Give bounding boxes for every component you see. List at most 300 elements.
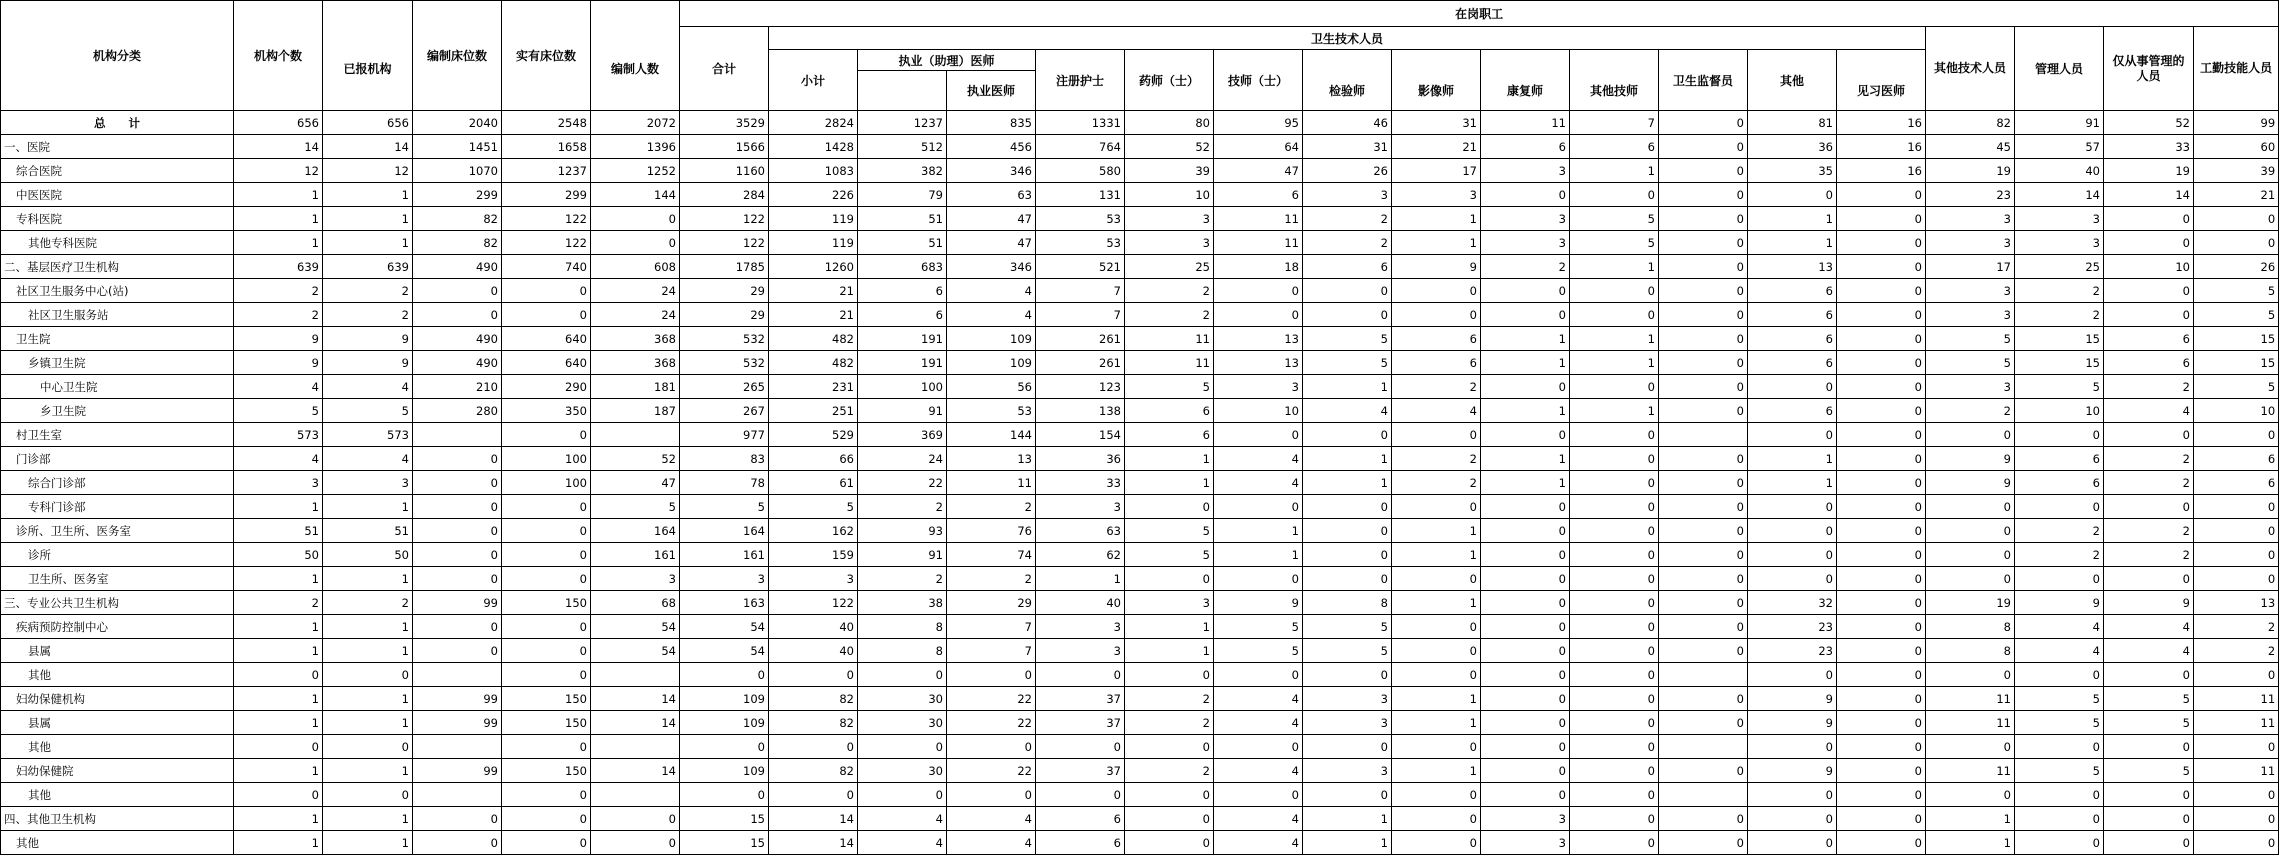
table-cell: 0 xyxy=(1837,639,1926,663)
table-cell: 82 xyxy=(413,231,502,255)
header-intern: 见习医师 xyxy=(1837,71,1926,111)
table-cell: 0 xyxy=(1570,687,1659,711)
row-category: 综合医院 xyxy=(1,159,234,183)
table-cell: 31 xyxy=(1303,135,1392,159)
table-cell: 30 xyxy=(858,711,947,735)
table-cell: 13 xyxy=(2194,591,2279,615)
table-cell: 39 xyxy=(1125,159,1214,183)
table-cell: 0 xyxy=(1659,543,1748,567)
table-cell: 3 xyxy=(1303,183,1392,207)
table-cell: 5 xyxy=(2194,279,2279,303)
table-cell: 144 xyxy=(591,183,680,207)
table-cell: 100 xyxy=(502,471,591,495)
table-cell: 37 xyxy=(1036,759,1125,783)
table-cell: 1 xyxy=(1392,687,1481,711)
table-cell: 3 xyxy=(1303,711,1392,735)
table-cell: 0 xyxy=(1570,375,1659,399)
table-cell: 764 xyxy=(1036,135,1125,159)
table-cell: 0 xyxy=(1837,399,1926,423)
table-cell: 1 xyxy=(323,183,413,207)
table-cell: 1 xyxy=(1481,351,1570,375)
table-cell xyxy=(413,783,502,807)
table-row xyxy=(1,399,2279,423)
table-cell: 0 xyxy=(1036,735,1125,759)
table-cell: 51 xyxy=(858,207,947,231)
table-cell: 31 xyxy=(1392,111,1481,135)
table-cell: 122 xyxy=(769,591,858,615)
table-cell: 22 xyxy=(858,471,947,495)
header-inst-count: 机构个数 xyxy=(234,1,323,111)
header-reported: 已报机构 xyxy=(323,27,413,111)
table-cell: 740 xyxy=(502,255,591,279)
table-cell: 7 xyxy=(1036,303,1125,327)
table-cell: 0 xyxy=(502,543,591,567)
table-cell: 2 xyxy=(1392,447,1481,471)
table-cell xyxy=(1659,783,1748,807)
row-category: 妇幼保健院 xyxy=(1,759,234,783)
row-category: 乡镇卫生院 xyxy=(1,351,234,375)
table-cell: 0 xyxy=(1570,423,1659,447)
table-cell: 0 xyxy=(1837,591,1926,615)
table-cell: 22 xyxy=(947,711,1036,735)
table-cell: 164 xyxy=(591,519,680,543)
table-cell: 0 xyxy=(2104,495,2194,519)
row-category: 其他专科医院 xyxy=(1,231,234,255)
table-cell: 0 xyxy=(2194,663,2279,687)
table-cell: 51 xyxy=(234,519,323,543)
table-cell: 0 xyxy=(502,735,591,759)
table-cell: 74 xyxy=(947,543,1036,567)
header-planned-staff: 编制人数 xyxy=(591,27,680,111)
table-cell: 76 xyxy=(947,519,1036,543)
table-cell: 1 xyxy=(234,711,323,735)
table-cell: 0 xyxy=(1125,495,1214,519)
table-cell: 1 xyxy=(1303,807,1392,831)
table-cell: 0 xyxy=(2104,231,2194,255)
table-cell: 6 xyxy=(1748,279,1837,303)
table-cell: 0 xyxy=(2194,783,2279,807)
table-cell: 1 xyxy=(1303,471,1392,495)
table-cell: 0 xyxy=(1481,303,1570,327)
table-cell: 0 xyxy=(1659,399,1748,423)
table-cell: 18 xyxy=(1214,255,1303,279)
table-cell: 1331 xyxy=(1036,111,1125,135)
table-cell: 19 xyxy=(2104,159,2194,183)
table-cell: 14 xyxy=(769,831,858,855)
table-cell: 33 xyxy=(2104,135,2194,159)
table-cell: 0 xyxy=(323,783,413,807)
table-cell: 5 xyxy=(1570,207,1659,231)
table-cell: 14 xyxy=(591,687,680,711)
table-cell: 1083 xyxy=(769,159,858,183)
table-cell: 99 xyxy=(413,687,502,711)
table-cell: 1 xyxy=(1926,807,2015,831)
row-category: 其他 xyxy=(1,663,234,687)
table-row xyxy=(1,687,2279,711)
table-cell xyxy=(1659,735,1748,759)
table-cell: 639 xyxy=(234,255,323,279)
table-cell: 1070 xyxy=(413,159,502,183)
table-cell: 3 xyxy=(2015,207,2104,231)
table-cell: 490 xyxy=(413,255,502,279)
table-cell: 0 xyxy=(2194,207,2279,231)
row-category: 其他 xyxy=(1,783,234,807)
table-cell: 63 xyxy=(1036,519,1125,543)
table-cell: 9 xyxy=(2104,591,2194,615)
table-cell: 5 xyxy=(1303,351,1392,375)
row-category: 县属 xyxy=(1,711,234,735)
table-cell: 15 xyxy=(2194,327,2279,351)
table-cell: 4 xyxy=(947,303,1036,327)
table-cell: 1160 xyxy=(680,159,769,183)
table-cell: 2 xyxy=(1481,255,1570,279)
table-cell: 0 xyxy=(1392,495,1481,519)
table-cell: 0 xyxy=(1570,591,1659,615)
table-cell: 38 xyxy=(858,591,947,615)
table-cell: 0 xyxy=(502,279,591,303)
table-cell: 2 xyxy=(2194,639,2279,663)
table-cell: 1 xyxy=(323,759,413,783)
table-cell: 0 xyxy=(2015,831,2104,855)
table-cell: 0 xyxy=(1748,543,1837,567)
table-cell: 2 xyxy=(858,567,947,591)
table-cell: 369 xyxy=(858,423,947,447)
table-cell: 0 xyxy=(1036,783,1125,807)
table-cell xyxy=(1659,423,1748,447)
table-cell: 16 xyxy=(1837,111,1926,135)
header-blank xyxy=(323,1,413,27)
table-cell: 0 xyxy=(502,783,591,807)
table-cell: 5 xyxy=(1570,231,1659,255)
table-cell: 19 xyxy=(1926,159,2015,183)
table-cell: 63 xyxy=(947,183,1036,207)
table-cell: 0 xyxy=(1214,735,1303,759)
table-cell: 0 xyxy=(1481,639,1570,663)
table-cell: 4 xyxy=(2104,615,2194,639)
table-cell: 0 xyxy=(1125,831,1214,855)
table-cell: 25 xyxy=(2015,255,2104,279)
table-cell: 0 xyxy=(1481,687,1570,711)
table-cell: 0 xyxy=(1570,543,1659,567)
table-cell: 0 xyxy=(1926,567,2015,591)
table-cell: 12 xyxy=(234,159,323,183)
table-cell: 14 xyxy=(591,711,680,735)
table-cell: 9 xyxy=(323,351,413,375)
table-cell: 0 xyxy=(947,663,1036,687)
table-cell: 7 xyxy=(947,639,1036,663)
table-cell: 299 xyxy=(413,183,502,207)
header-on-duty: 在岗职工 xyxy=(680,1,2279,27)
table-cell: 109 xyxy=(680,687,769,711)
table-row xyxy=(1,495,2279,519)
table-cell: 3 xyxy=(1036,495,1125,519)
table-cell: 6 xyxy=(1125,399,1214,423)
table-cell: 0 xyxy=(2104,663,2194,687)
table-cell: 0 xyxy=(1837,783,1926,807)
table-cell: 0 xyxy=(1926,519,2015,543)
table-cell: 0 xyxy=(1748,567,1837,591)
table-cell: 0 xyxy=(2194,807,2279,831)
table-cell: 4 xyxy=(947,279,1036,303)
table-row xyxy=(1,207,2279,231)
table-cell: 1 xyxy=(1748,471,1837,495)
table-row xyxy=(1,423,2279,447)
table-cell: 1 xyxy=(1926,831,2015,855)
table-cell: 62 xyxy=(1036,543,1125,567)
table-cell: 47 xyxy=(1214,159,1303,183)
table-cell: 39 xyxy=(2194,159,2279,183)
header-admin: 管理人员 xyxy=(2015,27,2104,111)
table-cell: 23 xyxy=(1926,183,2015,207)
table-cell: 521 xyxy=(1036,255,1125,279)
table-cell: 15 xyxy=(2015,351,2104,375)
table-cell: 78 xyxy=(680,471,769,495)
table-cell: 0 xyxy=(1659,111,1748,135)
table-cell: 0 xyxy=(502,519,591,543)
table-cell: 2 xyxy=(947,567,1036,591)
table-cell: 0 xyxy=(1837,543,1926,567)
table-cell: 0 xyxy=(1481,495,1570,519)
table-cell: 21 xyxy=(769,303,858,327)
table-cell: 150 xyxy=(502,591,591,615)
table-cell: 54 xyxy=(591,639,680,663)
table-cell: 26 xyxy=(2194,255,2279,279)
table-cell: 2 xyxy=(947,495,1036,519)
table-cell: 0 xyxy=(1214,279,1303,303)
table-cell: 0 xyxy=(502,567,591,591)
table-cell: 0 xyxy=(502,639,591,663)
table-cell: 0 xyxy=(1659,831,1748,855)
table-cell: 119 xyxy=(769,231,858,255)
table-cell: 1 xyxy=(234,759,323,783)
table-cell: 6 xyxy=(2104,327,2194,351)
table-cell: 1 xyxy=(1125,471,1214,495)
table-cell: 51 xyxy=(858,231,947,255)
row-category: 诊所 xyxy=(1,543,234,567)
table-cell: 0 xyxy=(1748,807,1837,831)
table-cell: 4 xyxy=(2015,639,2104,663)
table-cell: 14 xyxy=(769,807,858,831)
table-cell: 346 xyxy=(947,255,1036,279)
table-cell: 0 xyxy=(1837,687,1926,711)
table-cell: 3 xyxy=(1481,207,1570,231)
table-cell: 608 xyxy=(591,255,680,279)
table-cell: 13 xyxy=(1214,327,1303,351)
table-cell: 0 xyxy=(1659,159,1748,183)
table-cell: 1 xyxy=(1392,207,1481,231)
table-cell: 0 xyxy=(947,735,1036,759)
table-cell: 0 xyxy=(413,831,502,855)
table-cell: 0 xyxy=(591,831,680,855)
table-cell: 5 xyxy=(591,495,680,519)
table-cell: 53 xyxy=(1036,207,1125,231)
table-cell: 6 xyxy=(1748,399,1837,423)
table-cell: 0 xyxy=(1837,255,1926,279)
table-cell: 0 xyxy=(1392,615,1481,639)
table-cell: 3 xyxy=(1036,615,1125,639)
table-cell: 1396 xyxy=(591,135,680,159)
table-cell: 0 xyxy=(1837,183,1926,207)
table-cell: 3529 xyxy=(680,111,769,135)
table-cell: 0 xyxy=(2104,279,2194,303)
table-cell: 0 xyxy=(2104,783,2194,807)
table-cell: 11 xyxy=(1125,351,1214,375)
table-cell: 0 xyxy=(1303,495,1392,519)
table-cell: 0 xyxy=(1570,495,1659,519)
table-cell: 2 xyxy=(1125,711,1214,735)
table-cell: 1 xyxy=(323,495,413,519)
table-cell: 10 xyxy=(2104,255,2194,279)
table-cell: 2 xyxy=(234,303,323,327)
table-cell: 2 xyxy=(2104,375,2194,399)
table-cell: 2 xyxy=(1303,231,1392,255)
table-cell: 3 xyxy=(1125,207,1214,231)
header-technician: 技师（士） xyxy=(1214,50,1303,111)
table-cell: 19 xyxy=(1926,591,2015,615)
table-cell: 82 xyxy=(769,711,858,735)
table-cell: 0 xyxy=(1837,711,1926,735)
table-cell: 0 xyxy=(2194,567,2279,591)
table-cell: 191 xyxy=(858,351,947,375)
table-cell: 5 xyxy=(1303,327,1392,351)
table-cell: 3 xyxy=(591,567,680,591)
row-category: 门诊部 xyxy=(1,447,234,471)
row-category: 社区卫生服务中心(站) xyxy=(1,279,234,303)
table-cell: 0 xyxy=(1837,807,1926,831)
table-cell: 53 xyxy=(947,399,1036,423)
table-cell: 68 xyxy=(591,591,680,615)
table-cell: 0 xyxy=(1570,447,1659,471)
table-cell: 0 xyxy=(1659,135,1748,159)
table-cell: 13 xyxy=(1748,255,1837,279)
table-cell: 33 xyxy=(1036,471,1125,495)
table-cell: 29 xyxy=(680,279,769,303)
table-cell: 5 xyxy=(2194,303,2279,327)
table-cell: 0 xyxy=(2104,735,2194,759)
table-cell: 2 xyxy=(2104,543,2194,567)
table-cell: 0 xyxy=(1837,567,1926,591)
table-cell: 2824 xyxy=(769,111,858,135)
table-cell: 119 xyxy=(769,207,858,231)
table-cell: 159 xyxy=(769,543,858,567)
table-cell: 6 xyxy=(1748,327,1837,351)
table-cell: 4 xyxy=(2104,399,2194,423)
table-cell: 35 xyxy=(1748,159,1837,183)
table-cell: 2 xyxy=(1392,471,1481,495)
table-cell: 3 xyxy=(1125,591,1214,615)
table-cell: 0 xyxy=(1837,351,1926,375)
table-cell: 0 xyxy=(1926,783,2015,807)
table-cell: 11 xyxy=(1125,327,1214,351)
table-cell: 0 xyxy=(2104,423,2194,447)
table-cell: 0 xyxy=(1748,375,1837,399)
table-row xyxy=(1,663,2279,687)
table-cell: 99 xyxy=(413,711,502,735)
table-cell: 0 xyxy=(1748,423,1837,447)
table-cell xyxy=(591,735,680,759)
table-cell: 6 xyxy=(1570,135,1659,159)
table-cell: 109 xyxy=(947,327,1036,351)
table-cell: 1 xyxy=(234,639,323,663)
table-cell: 0 xyxy=(2104,303,2194,327)
table-cell: 9 xyxy=(1392,255,1481,279)
row-category: 其他 xyxy=(1,735,234,759)
table-cell: 0 xyxy=(413,567,502,591)
table-cell: 2 xyxy=(2104,519,2194,543)
header-other: 其他 xyxy=(1748,50,1837,111)
table-cell: 0 xyxy=(1837,303,1926,327)
table-cell: 3 xyxy=(1481,831,1570,855)
table-cell: 109 xyxy=(680,759,769,783)
table-cell: 290 xyxy=(502,375,591,399)
table-row xyxy=(1,735,2279,759)
table-cell: 0 xyxy=(1392,783,1481,807)
table-cell: 99 xyxy=(2194,111,2279,135)
header-doctor: 执业（助理）医师 xyxy=(858,50,1036,71)
table-cell: 162 xyxy=(769,519,858,543)
table-cell: 11 xyxy=(1926,759,2015,783)
table-cell: 210 xyxy=(413,375,502,399)
table-cell: 0 xyxy=(502,807,591,831)
table-cell: 1 xyxy=(1125,639,1214,663)
table-cell: 6 xyxy=(2194,471,2279,495)
table-cell: 4 xyxy=(858,807,947,831)
table-cell: 6 xyxy=(1036,831,1125,855)
table-cell: 0 xyxy=(1303,735,1392,759)
table-cell: 0 xyxy=(591,207,680,231)
table-row xyxy=(1,639,2279,663)
table-cell: 82 xyxy=(769,759,858,783)
table-row xyxy=(1,807,2279,831)
table-cell: 5 xyxy=(769,495,858,519)
table-cell: 14 xyxy=(591,759,680,783)
table-cell: 3 xyxy=(1303,687,1392,711)
table-cell: 53 xyxy=(1036,231,1125,255)
table-cell xyxy=(591,423,680,447)
table-cell: 0 xyxy=(1837,279,1926,303)
table-cell: 0 xyxy=(1303,519,1392,543)
table-cell: 9 xyxy=(1214,591,1303,615)
table-cell: 0 xyxy=(1392,831,1481,855)
table-row xyxy=(1,615,2279,639)
table-cell: 5 xyxy=(1926,351,2015,375)
table-cell: 0 xyxy=(1570,519,1659,543)
table-cell: 122 xyxy=(502,231,591,255)
table-cell: 181 xyxy=(591,375,680,399)
table-cell: 1 xyxy=(1392,543,1481,567)
table-cell: 0 xyxy=(1570,663,1659,687)
table-cell: 109 xyxy=(947,351,1036,375)
table-cell: 4 xyxy=(947,831,1036,855)
header-subtotal: 小计 xyxy=(769,50,858,111)
table-cell: 0 xyxy=(1659,447,1748,471)
table-cell: 0 xyxy=(1659,807,1748,831)
table-cell: 1 xyxy=(1570,255,1659,279)
row-category: 一、医院 xyxy=(1,135,234,159)
table-cell: 3 xyxy=(323,471,413,495)
table-cell: 368 xyxy=(591,327,680,351)
table-cell: 2 xyxy=(2015,303,2104,327)
table-cell: 656 xyxy=(323,111,413,135)
table-cell: 1 xyxy=(234,231,323,255)
table-cell: 15 xyxy=(2015,327,2104,351)
table-cell xyxy=(413,735,502,759)
table-cell: 0 xyxy=(1926,663,2015,687)
table-cell xyxy=(413,423,502,447)
row-category: 专科门诊部 xyxy=(1,495,234,519)
table-cell: 2040 xyxy=(413,111,502,135)
table-cell: 91 xyxy=(858,543,947,567)
